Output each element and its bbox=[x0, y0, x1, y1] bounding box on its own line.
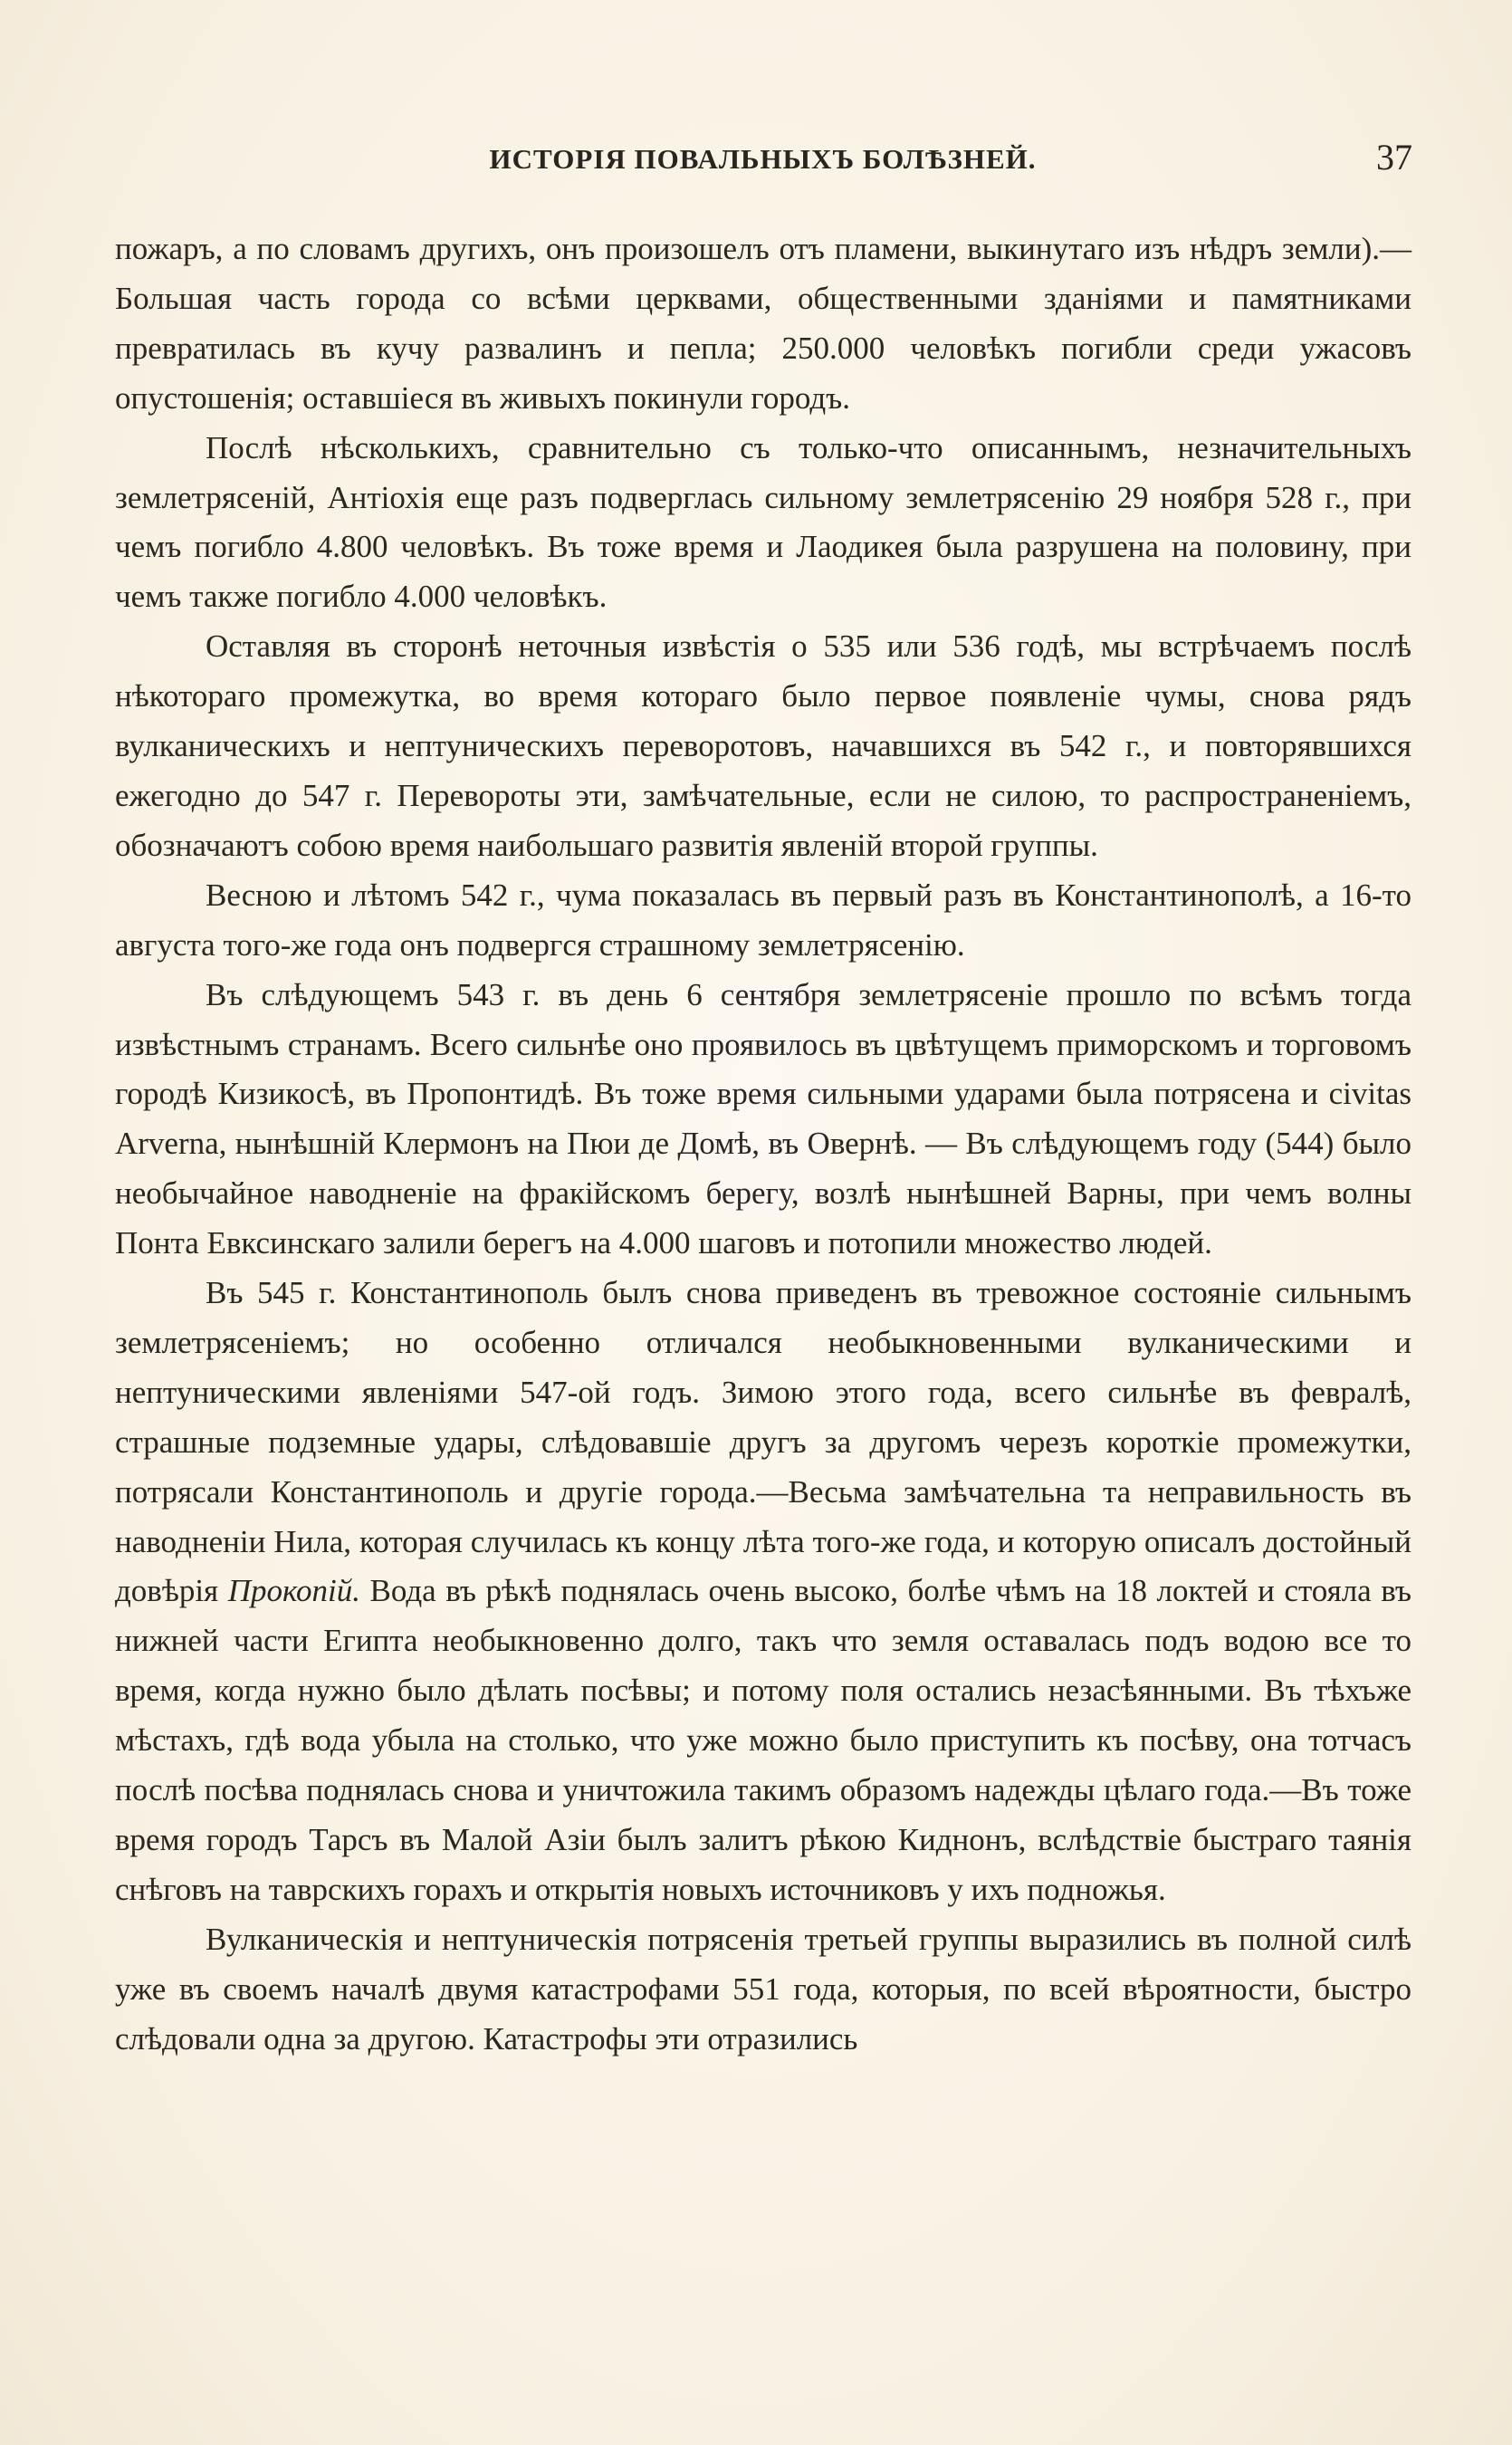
running-title: ИСТОРІЯ ПОВАЛЬНЫХЪ БОЛѢЗНЕЙ. bbox=[489, 143, 1037, 175]
author-name: Прокопій. bbox=[227, 1573, 360, 1609]
paragraph-text: Вода въ рѣкѣ поднялась очень высоко, болѣе чѣмъ на 18 локтей и стояла въ нижней части Египта необыкновенно долго, такъ что земля оставалась подъ водою все то время, когда нужно было дѣлать посѣвы; и потому поля остались незасѣянными. Въ тѣхъже мѣстахъ, гдѣ вода убыла на столько, что уже можно было приступить къ посѣву, она тотчасъ послѣ посѣва поднялась снова и уничтожила такимъ образомъ надежды цѣлаго года.—Въ тоже время городъ Тарсъ въ Малой Азіи былъ залитъ рѣкою Киднонъ, вслѣдствіе быстраго таянія снѣговъ на таврскихъ горахъ и открытія новыхъ источниковъ у ихъ подножья. bbox=[115, 1573, 1412, 1907]
paragraph: Весною и лѣтомъ 542 г., чума показалась въ первый разъ въ Константинополѣ, а 16-то августа того-же года онъ подвергся страшному землетрясенію. bbox=[115, 877, 1412, 963]
paragraph: Въ слѣдующемъ 543 г. въ день 6 сентября землетрясеніе прошло по всѣмъ тогда извѣстнымъ странамъ. Всего сильнѣе оно проявилось въ цвѣтущемъ приморскомъ и торговомъ городѣ Кизикосѣ, въ Пропонтидѣ. Въ тоже время сильными ударами была потрясена и civitas Arverna, нынѣшній Клермонъ на Пюи де Домѣ, въ Овернѣ. — Въ слѣдующемъ году (544) было необычайное наводненіе на фракійскомъ берегу, возлѣ нынѣшней Варны, при чемъ волны Понта Евксинскаго залили берегъ на 4.000 шаговъ и потопили множество людей. bbox=[115, 976, 1412, 1261]
running-head bbox=[113, 136, 1412, 190]
paragraph: пожаръ, а по словамъ другихъ, онъ произошелъ отъ пламени, выкинутаго изъ нѣдръ земли).—Большая часть города со всѣми церквами, общественными зданіями и памятниками превратилась въ кучу развалинъ и пепла; 250.000 человѣкъ погибли среди ужасовъ опустошенія; оставшіеся въ живыхъ покинули городъ. bbox=[115, 231, 1412, 416]
paragraph: Оставляя въ сторонѣ неточныя извѣстія о 535 или 536 годѣ, мы встрѣчаемъ послѣ нѣкотораго промежутка, во время котораго было первое появленіе чумы, снова рядъ вулканическихъ и нептуническихъ переворотовъ, начавшихся въ 542 г., и повторявшихся ежегодно до 547 г. Перевороты эти, замѣчательные, если не силою, то распространеніемъ, обозначаютъ собою время наибольшаго развитія явленій второй группы. bbox=[115, 628, 1412, 863]
body-text bbox=[115, 225, 1412, 2065]
paragraph: Вулканическія и нептуническія потрясенія третьей группы выразились въ полной силѣ уже въ своемъ началѣ двумя катастрофами 551 года, которыя, по всей вѣроятности, быстро слѣдовали одна за другою. Катастрофы эти отразились bbox=[115, 1921, 1412, 2057]
paragraph-text: Въ 545 г. Константинополь былъ снова приведенъ въ тревожное состояніе сильнымъ землетрясеніемъ; но особенно отличался необыкновенными вулканическими и нептуническими явленіями 547-ой годъ. Зимою этого года, всего сильнѣе въ февралѣ, страшные подземные удары, слѣдовавшіе другъ за другомъ черезъ короткіе промежутки, потрясали Константинополь и другіе города.—Весьма замѣчательна та неправильность въ наводненіи Нила, которая случилась къ концу лѣта того-же года, и которую описалъ достойный довѣрія bbox=[115, 1275, 1412, 1609]
paragraph: Послѣ нѣсколькихъ, сравнительно съ только-что описаннымъ, незначительныхъ землетрясеній, Антіохія еще разъ подверглась сильному землетрясенію 29 ноября 528 г., при чемъ погибло 4.800 человѣкъ. Въ тоже время и Лаодикея была разрушена на половину, при чемъ также погибло 4.000 человѣкъ. bbox=[115, 429, 1412, 615]
paragraph bbox=[115, 1269, 1412, 1915]
page-number: 37 bbox=[1376, 137, 1412, 177]
